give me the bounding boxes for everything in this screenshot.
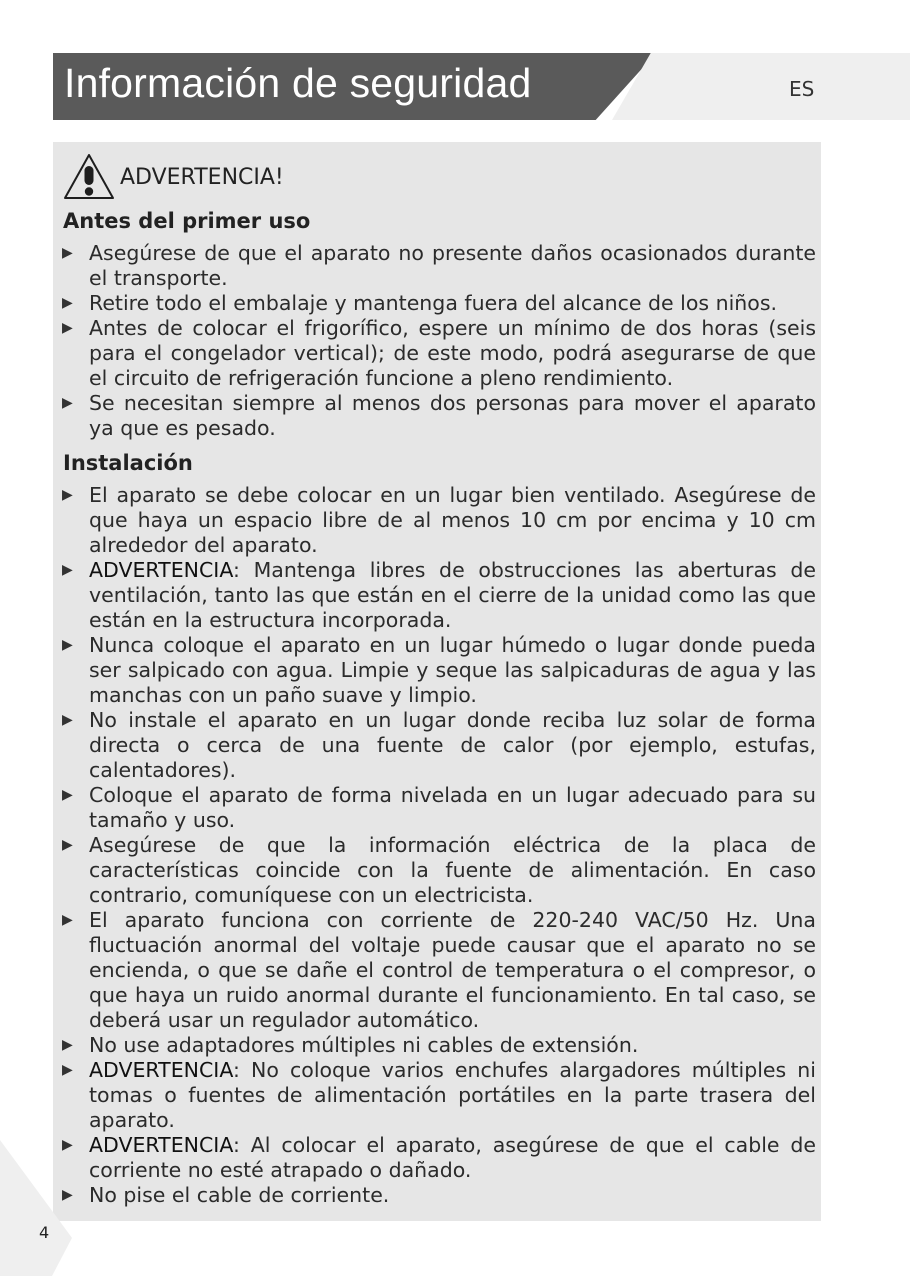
list-item (62, 908, 816, 1033)
warning-triangle-icon (62, 152, 116, 202)
list-item-text: No instale el aparato en un lugar donde reciba luz solar de forma directa o cerca de una fuente de calor (por ejemplo, estufas, calentadores). (89, 708, 816, 782)
bullet-arrow-icon: ▶ (62, 1062, 73, 1078)
bullet-arrow-icon: ▶ (62, 712, 73, 728)
list-item (62, 1183, 816, 1208)
bullet-arrow-icon: ▶ (62, 320, 73, 336)
bullet-arrow-icon: ▶ (62, 395, 73, 411)
list-item (62, 391, 816, 441)
list-item (62, 316, 816, 391)
list-item-text: Se necesitan siempre al menos dos personas para mover el aparato ya que es pesado. (89, 391, 816, 440)
list-item (62, 241, 816, 291)
list-item-text: El aparato funciona con corriente de 220-240 VAC/50 Hz. Una fluctuación anormal del voltaje puede causar que el aparato no se encienda, o que se dañe el control de temperatura o el compresor, o que haya un ruido anormal durante el funcionamiento. En tal caso, se deberá usar un regulador automático. (89, 908, 816, 1032)
bullet-arrow-icon: ▶ (62, 562, 73, 578)
list-item-text: : No coloque varios enchufes alargadores múltiples ni tomas o fuentes de alimentación portátiles en la parte trasera del aparato. (89, 1058, 816, 1132)
bullet-arrow-icon: ▶ (62, 295, 73, 311)
section-heading-first-use: Antes del primer uso (63, 209, 311, 233)
bullet-arrow-icon: ▶ (62, 1187, 73, 1203)
warning-keyword: ADVERTENCIA (89, 1058, 234, 1082)
list-item-text: El aparato se debe colocar en un lugar bien ventilado. Asegúrese de que haya un espacio libre de al menos 10 cm por encima y 10 cm alrededor del aparato. (89, 483, 816, 557)
list-item (62, 558, 816, 633)
warning-keyword: ADVERTENCIA (89, 1133, 234, 1157)
section-heading-installation: Instalación (63, 451, 193, 475)
bullet-arrow-icon: ▶ (62, 637, 73, 653)
list-item-text: : Al colocar el aparato, asegúrese de que el cable de corriente no esté atrapado o dañado. (89, 1133, 816, 1182)
bullet-arrow-icon: ▶ (62, 1037, 73, 1053)
first-use-list (62, 241, 816, 441)
list-item-text: Asegúrese de que el aparato no presente daños ocasionados durante el transporte. (89, 241, 816, 290)
bullet-arrow-icon: ▶ (62, 787, 73, 803)
warning-keyword: ADVERTENCIA (89, 558, 234, 582)
bullet-arrow-icon: ▶ (62, 487, 73, 503)
list-item (62, 1133, 816, 1183)
list-item (62, 783, 816, 833)
installation-list (62, 483, 816, 1208)
list-item-text: No pise el cable de corriente. (89, 1183, 390, 1207)
page-title: Información de seguridad (64, 60, 532, 106)
list-item-text: No use adaptadores múltiples ni cables de extensión. (89, 1033, 639, 1057)
bullet-arrow-icon: ▶ (62, 245, 73, 261)
bullet-arrow-icon: ▶ (62, 1137, 73, 1153)
header-accent-shape (612, 53, 910, 120)
list-item (62, 1058, 816, 1133)
page-number: 4 (39, 1223, 50, 1242)
list-item (62, 708, 816, 783)
list-item-text: : Mantenga libres de obstrucciones las aberturas de ventilación, tanto las que están en el cierre de la unidad como las que están en la estructura incorporada. (89, 558, 816, 632)
bullet-arrow-icon: ▶ (62, 837, 73, 853)
list-item-text: Coloque el aparato de forma nivelada en un lugar adecuado para su tamaño y uso. (89, 783, 816, 832)
list-item (62, 633, 816, 708)
list-item (62, 833, 816, 908)
list-item-text: Antes de colocar el frigorífico, espere un mínimo de dos horas (seis para el congelador vertical); de este modo, podrá asegurarse de que el circuito de refrigeración funcione a pleno rendimiento. (89, 316, 816, 390)
warning-label: ADVERTENCIA! (120, 164, 284, 190)
list-item (62, 1033, 816, 1058)
bullet-arrow-icon: ▶ (62, 912, 73, 928)
list-item (62, 483, 816, 558)
list-item (62, 291, 816, 316)
warning-heading (62, 150, 284, 204)
language-code: ES (789, 77, 815, 101)
list-item-text: Nunca coloque el aparato en un lugar húmedo o lugar donde pueda ser salpicado con agua. Limpie y seque las salpicaduras de agua y las manchas con un paño suave y limpio. (89, 633, 816, 707)
list-item-text: Asegúrese de que la información eléctrica de la placa de características coincide con la fuente de alimentación. En caso contrario, comuníquese con un electricista. (89, 833, 816, 907)
list-item-text: Retire todo el embalaje y mantenga fuera del alcance de los niños. (89, 291, 778, 315)
